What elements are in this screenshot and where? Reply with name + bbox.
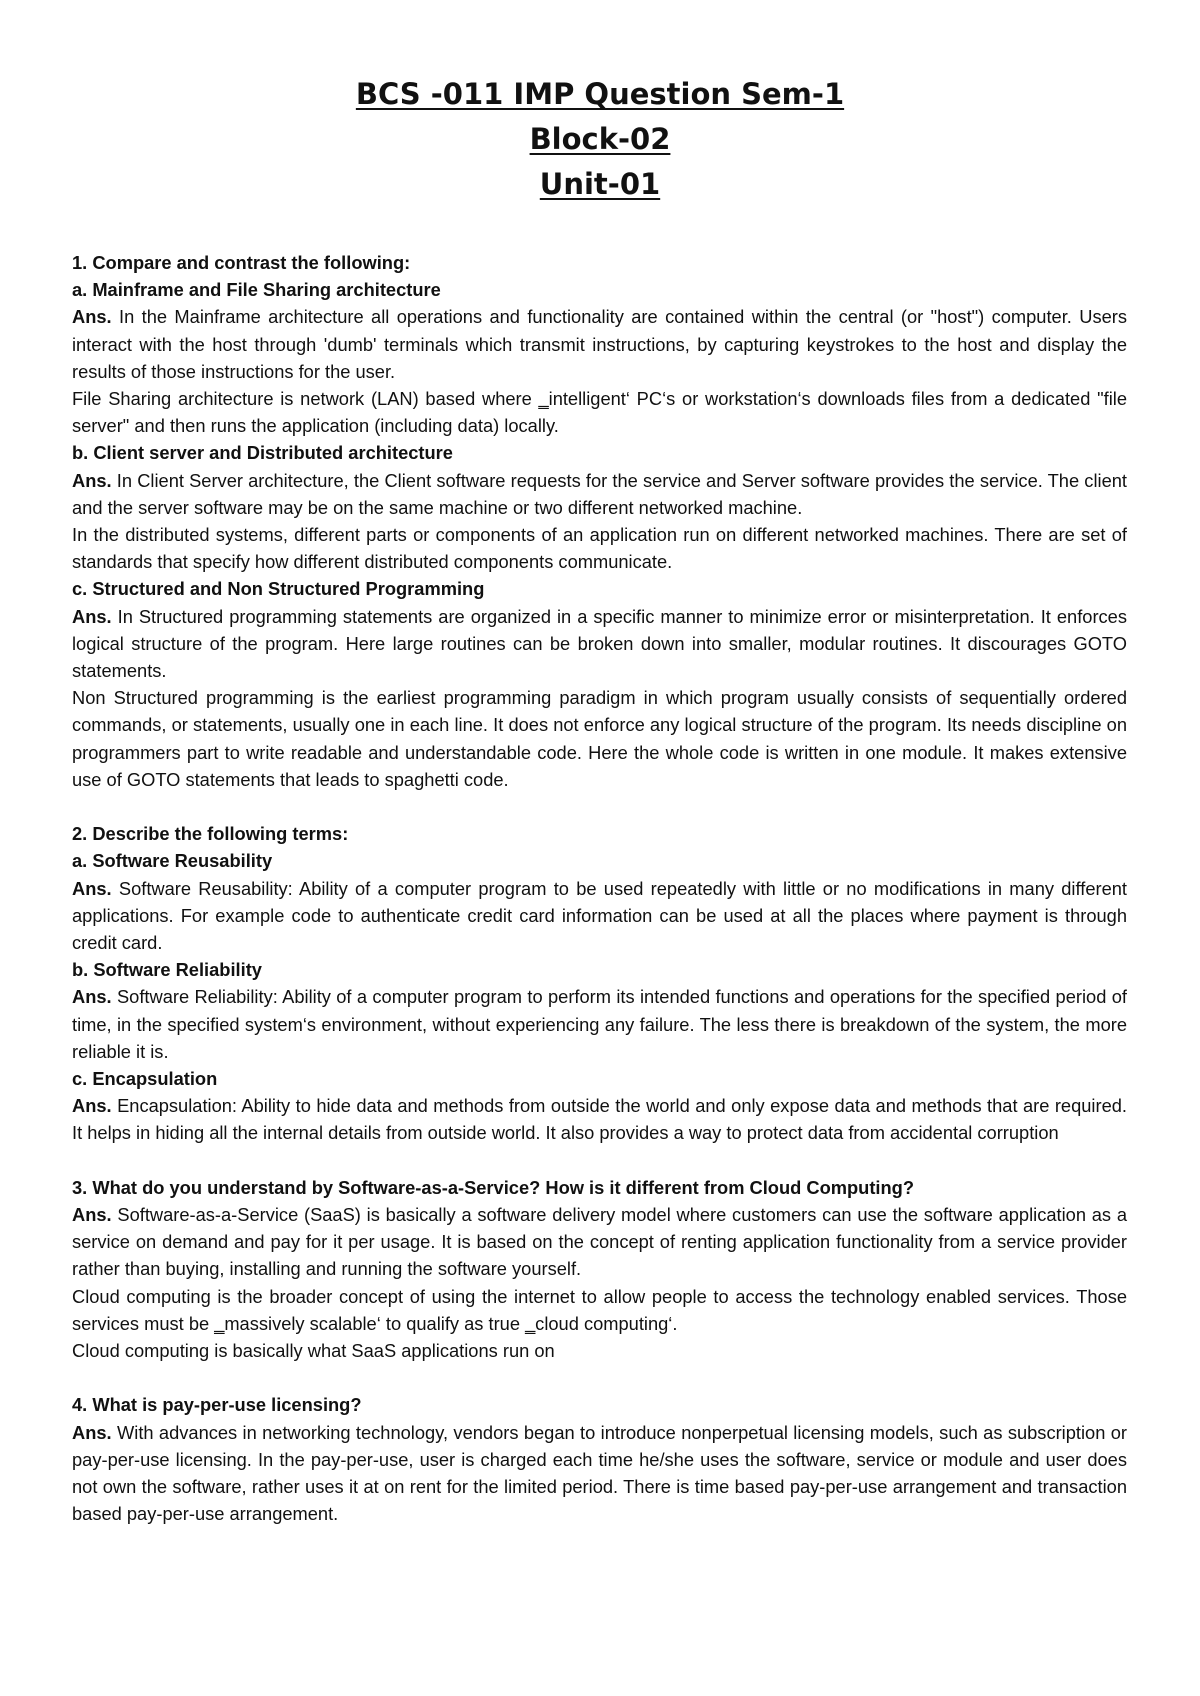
question-2b-answer (72, 983, 1127, 1065)
block-heading: Block-02 (529, 122, 671, 156)
answer-label: Ans. (72, 605, 112, 627)
question-2a-answer (72, 875, 1127, 957)
document-title: BCS -011 IMP Question Sem-1 (355, 77, 845, 111)
answer-label: Ans. (72, 306, 112, 328)
answer-text: Software Reliability: Ability of a computer program to perform its intended functions and operations for the specified period of time, in the specified system‘s environment, without experiencing any failure. The less there is breakdown of the system, the more reliable it is. (72, 986, 1127, 1062)
answer-label: Ans. (72, 469, 112, 491)
question-1c-paragraph-2: Non Structured programming is the earliest programming paradigm in which program usually consists of sequentially ordered commands, or statements, usually one in each line. It does not enforce any logical structure of the program. Its needs discipline on programmers part to write readable and understandable code. Here the whole code is written in one module. It makes extensive use of GOTO statements that leads to spaghetti code. (72, 687, 1127, 790)
answer-label: Ans. (72, 1204, 112, 1226)
question-1a-answer (72, 303, 1127, 385)
question-4 (72, 1391, 1127, 1527)
answer-text: Encapsulation: Ability to hide data and methods from outside the world and only expose data and methods that are required. It helps in hiding all the internal details from outside world. It also provides a way to protect data from accidental corruption (72, 1095, 1127, 1144)
question-4-answer (72, 1419, 1127, 1528)
question-3 (72, 1174, 1127, 1364)
question-1b-paragraph-2: In the distributed systems, different parts or components of an application run on different networked machines. There are set of standards that specify how different distributed components communicate. (72, 524, 1127, 573)
question-3-paragraph-2: Cloud computing is the broader concept of using the internet to allow people to access the technology enabled services. Those services must be ‗massively scalable‘ to qualify as true ‗cloud computing‘. (72, 1285, 1127, 1334)
question-3-title: 3. What do you understand by Software-as-a-Service? How is it different from Cloud Computing? (72, 1176, 915, 1198)
answer-label: Ans. (72, 1421, 112, 1443)
question-2 (72, 820, 1127, 1146)
document-header (0, 72, 1200, 207)
question-2b-heading: b. Software Reliability (72, 959, 262, 981)
answer-label: Ans. (72, 1095, 112, 1117)
question-2c-heading: c. Encapsulation (72, 1068, 218, 1090)
answer-text: In Client Server architecture, the Client software requests for the service and Server software provides the service. The client and the server software may be on the same machine or two different networked machine. (72, 469, 1127, 518)
question-3-paragraph-3: Cloud computing is basically what SaaS applications run on (72, 1340, 555, 1362)
answer-text: With advances in networking technology, vendors began to introduce nonperpetual licensing models, such as subscription or pay-per-use licensing. In the pay-per-use, user is charged each time he/she uses the software, service or module and user does not own the software, rather uses it at on rent for the limited period. There is time based pay-per-use arrangement and transaction based pay-per-use arrangement. (72, 1421, 1127, 1525)
question-1a-paragraph-2: File Sharing architecture is network (LAN) based where ‗intelligent‘ PC‘s or workstation‘s downloads files from a dedicated "file server" and then runs the application (including data) locally. (72, 388, 1127, 437)
document-body (72, 249, 1127, 1528)
question-1 (72, 249, 1127, 793)
answer-text: In Structured programming statements are organized in a specific manner to minimize error or misinterpretation. It enforces logical structure of the program. Here large routines can be broken down into smaller, modular routines. It discourages GOTO statements. (72, 605, 1127, 682)
question-2a-heading: a. Software Reusability (72, 850, 273, 872)
question-4-title: 4. What is pay-per-use licensing? (72, 1394, 362, 1416)
question-2-title: 2. Describe the following terms: (72, 823, 349, 845)
answer-label: Ans. (72, 986, 112, 1008)
question-2c-answer (72, 1092, 1127, 1146)
section-spacer (72, 793, 1127, 820)
section-spacer (72, 1147, 1127, 1174)
question-1b-answer (72, 467, 1127, 521)
answer-text: Software-as-a-Service (SaaS) is basically a software delivery model where customers can use the software application as a service on demand and pay for it per usage. It is based on the concept of renting application functionality from a service provider rather than buying, installing and running the software yourself. (72, 1204, 1127, 1280)
question-3-answer (72, 1201, 1127, 1283)
question-1c-heading: c. Structured and Non Structured Programming (72, 578, 485, 600)
question-1c-answer (72, 603, 1127, 685)
section-spacer (72, 1364, 1127, 1391)
question-1a-heading: a. Mainframe and File Sharing architecture (72, 279, 441, 301)
question-1-title: 1. Compare and contrast the following: (72, 252, 411, 273)
answer-label: Ans. (72, 877, 112, 899)
answer-text: Software Reusability: Ability of a computer program to be used repeatedly with little or no modifications in many different applications. For example code to authenticate credit card information can be used at all the places where payment is through credit card. (72, 877, 1127, 954)
unit-heading: Unit-01 (539, 167, 661, 201)
answer-text: In the Mainframe architecture all operations and functionality are contained within the central (or "host") computer. Users interact with the host through 'dumb' terminals which transmit instructions, by capturing keystrokes to the host and display the results of those instructions for the user. (72, 306, 1127, 382)
question-1b-heading: b. Client server and Distributed architecture (72, 442, 453, 464)
